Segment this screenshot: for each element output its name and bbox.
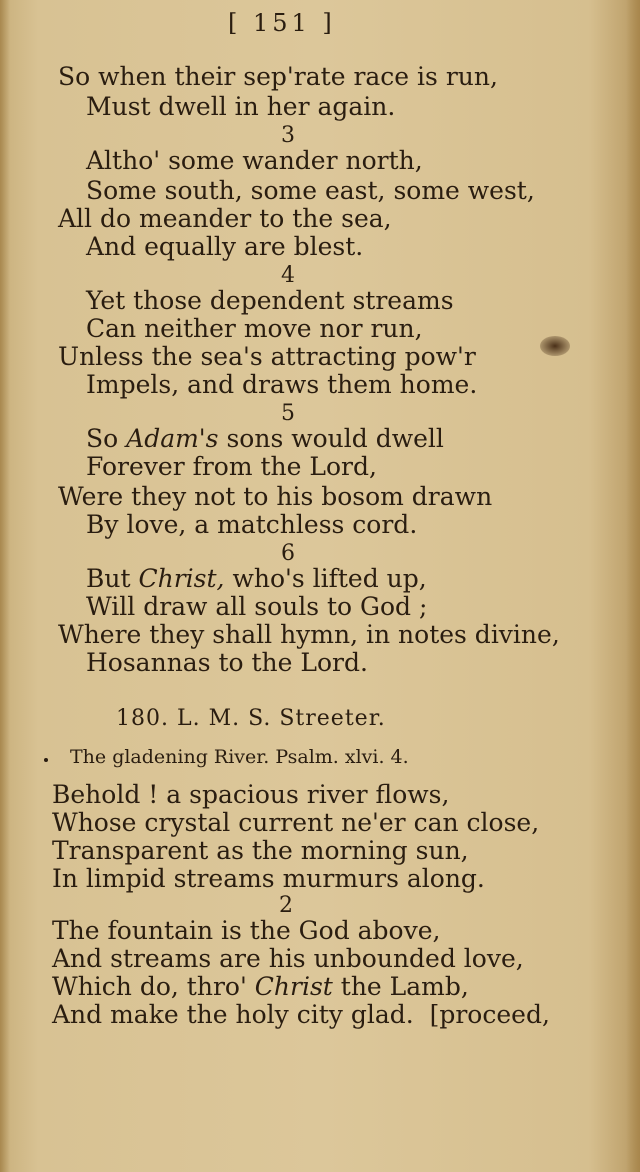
verse-line: Were they not to his bosom drawn — [58, 482, 493, 511]
verse-line: Unless the sea's attracting pow'r — [58, 342, 476, 371]
verse-line — [52, 972, 469, 1002]
verse-line: Hosannas to the Lord. — [86, 648, 368, 677]
verse-word: Which do, thro' — [52, 972, 247, 1001]
italic-name: Christ — [254, 972, 333, 1001]
verse-line: Behold ! a spacious river flows, — [52, 780, 450, 809]
catchword: [proceed, — [429, 1000, 550, 1029]
verse-line: By love, a matchless cord. — [86, 510, 418, 539]
verse-line: Impels, and draws them home. — [86, 370, 478, 399]
verse-line: In limpid streams murmurs along. — [52, 864, 485, 893]
verse-word: sons would dwell — [226, 424, 444, 453]
verse-line: And equally are blest. — [86, 232, 364, 261]
verse-line: Must dwell in her again. — [86, 92, 396, 121]
verse-line — [86, 564, 427, 594]
stanza-number: 3 — [281, 123, 295, 148]
italic-name: Adam's — [126, 424, 219, 453]
verse-line — [52, 1000, 550, 1030]
ink-blot — [540, 336, 570, 356]
verse-word: And make the holy city glad. — [52, 1000, 414, 1029]
verse-line — [86, 424, 444, 454]
page-edge-left — [0, 0, 10, 1172]
stanza-number: 5 — [281, 401, 295, 426]
verse-word: So — [86, 424, 119, 453]
stanza-number: 4 — [281, 263, 295, 288]
verse-line: So when their sep'rate race is run, — [58, 62, 498, 91]
printer-mark — [44, 758, 48, 762]
stanza-number: 6 — [281, 541, 295, 566]
stanza-number: 2 — [279, 893, 293, 918]
verse-line: Yet those dependent streams — [86, 286, 454, 315]
verse-line: Whose crystal current ne'er can close, — [52, 808, 540, 837]
verse-word: But — [86, 564, 131, 593]
verse-line: All do meander to the sea, — [58, 204, 392, 233]
verse-line: Can neither move nor run, — [86, 314, 423, 343]
verse-line: Transparent as the morning sun, — [52, 836, 469, 865]
hymn-title: 180. L. M. S. Streeter. — [116, 706, 386, 731]
page-number: [ 151 ] — [228, 9, 336, 37]
verse-line: Altho' some wander north, — [86, 146, 423, 175]
hymn-subtitle: The gladening River. Psalm. xlvi. 4. — [70, 746, 409, 768]
verse-line: The fountain is the God above, — [52, 916, 441, 945]
verse-line: And streams are his unbounded love, — [52, 944, 524, 973]
verse-line: Where they shall hymn, in notes divine, — [58, 620, 560, 649]
verse-word: the Lamb, — [340, 972, 469, 1001]
verse-word: who's lifted up, — [232, 564, 427, 593]
page-edge-right — [626, 0, 640, 1172]
verse-line: Some south, some east, some west, — [86, 176, 535, 205]
verse-line: Forever from the Lord, — [86, 452, 377, 481]
italic-name: Christ, — [138, 564, 225, 593]
verse-line: Will draw all souls to God ; — [86, 592, 428, 621]
